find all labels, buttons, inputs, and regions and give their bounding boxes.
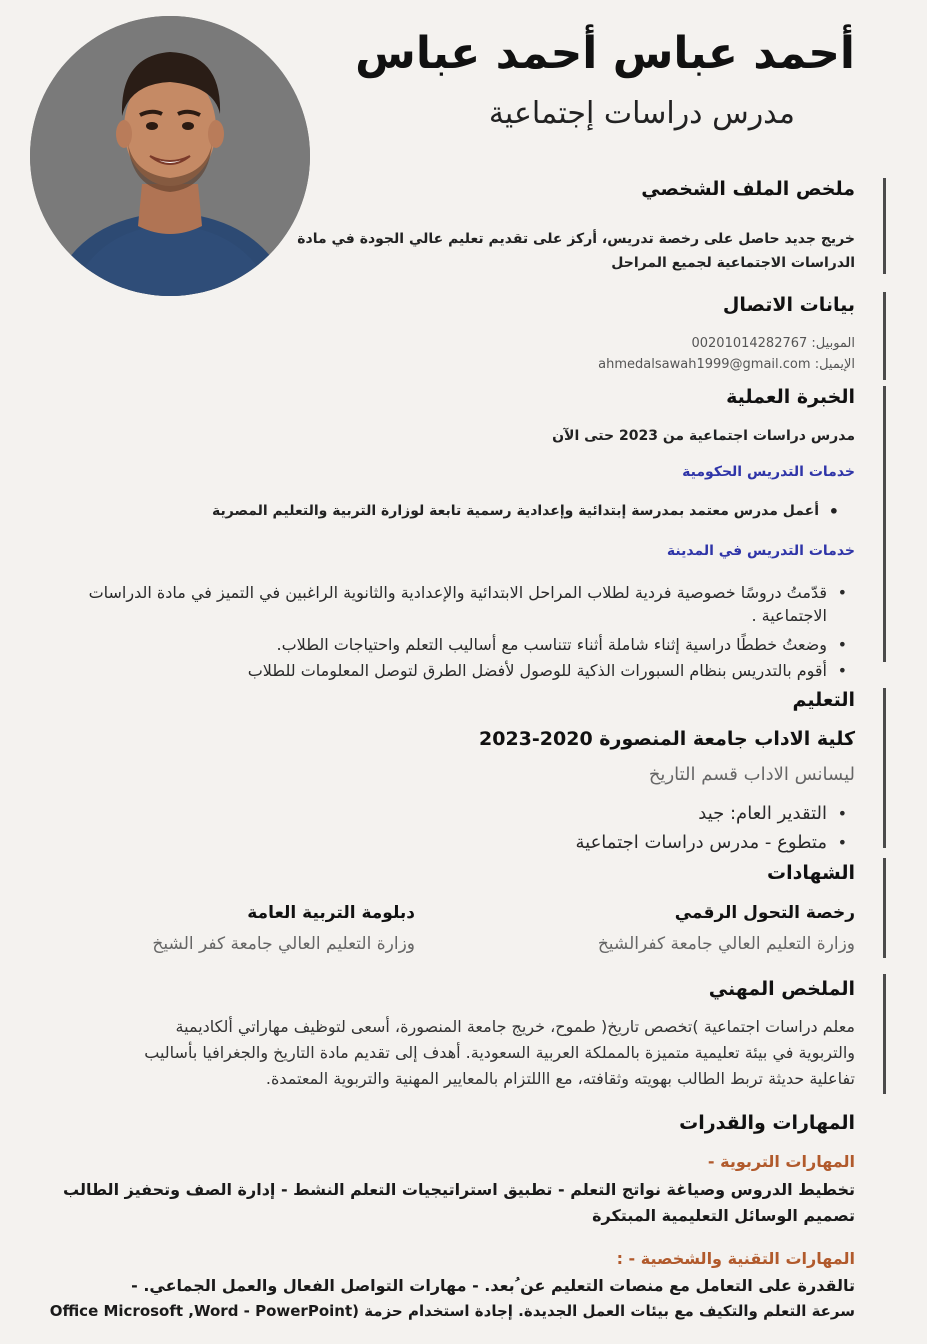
section-rule — [883, 292, 886, 380]
certificate-org: وزارة التعليم العالي جامعة كفر الشيخ — [152, 934, 415, 954]
section-rule — [883, 688, 886, 848]
avatar — [30, 16, 310, 296]
email-row — [598, 357, 855, 372]
list-item-continuation: الاجتماعية . — [751, 606, 827, 625]
mobile-row — [691, 336, 855, 351]
profile-text-line: خريج جديد حاصل على رخصة تدريس، أركز على تقديم تعليم عالي الجودة في مادة — [297, 231, 855, 247]
email-label: الإيميل: — [814, 357, 855, 372]
skills-line: تالقدرة على التعامل مع منصات التعليم عن ُبعد. - مهارات التواصل الفعال والعمل الجماعي. - — [131, 1276, 855, 1295]
summary-heading: الملخص المهني — [708, 978, 855, 1000]
city-services-heading: خدمات التدريس في المدينة — [666, 543, 855, 559]
list-item: • قدّمتُ دروسًا خصوصية فردية لطلاب المراحل الابتدائية والإعدادية والثانوية الراغبين في التميز في مادة الدراسات — [89, 579, 827, 606]
summary-line: تفاعلية حديثة تربط الطالب بهويته وثقافته، مع االلتزام بالمعايير المهنية والتربوية المعتمدة. — [265, 1069, 855, 1088]
mobile-value[interactable]: 00201014282767 — [691, 336, 808, 351]
email-value[interactable]: ahmedalsawah1999@gmail.com — [598, 357, 811, 372]
skills-heading: المهارات والقدرات — [679, 1112, 855, 1134]
contact-heading: بيانات الاتصال — [722, 294, 855, 316]
college-name: كلية الاداب جامعة المنصورة 2020-2023 — [479, 728, 855, 750]
list-item: • أعمل مدرس معتمد بمدرسة إبتدائية وإعدادية رسمية تابعة لوزارة التربية والتعليم المصرية — [212, 498, 819, 525]
list-item: • التقدير العام: جيد — [698, 800, 827, 827]
certificate-org: وزارة التعليم العالي جامعة كفرالشيخ — [597, 934, 855, 954]
edu-skills-heading: المهارات التربوية - — [707, 1152, 855, 1171]
profile-text-line: الدراسات الاجتماعية لجميع المراحل — [611, 255, 855, 271]
profile-heading: ملخص الملف الشخصي — [641, 178, 855, 200]
section-rule — [883, 178, 886, 274]
list-item: • وضعتُ خططًا دراسية إثناء شاملة أثناء تتناسب مع أساليب التعلم واحتياجات الطلاب. — [277, 631, 828, 658]
list-item: • أقوم بالتدريس بنظام السبورات الذكية للوصول لأفضل الطرق لتوصل المعلومات للطلاب — [248, 657, 827, 684]
job-title: مدرس دراسات إجتماعية — [488, 96, 795, 131]
section-rule — [883, 386, 886, 662]
education-heading: التعليم — [792, 689, 855, 711]
skills-line: تخطيط الدروس وصياغة نواتج التعلم - تطبيق استراتيجيات التعلم النشط - إدارة الصف وتحفيز الطالب — [63, 1180, 855, 1199]
list-item: • متطوع - مدرس دراسات اجتماعية — [575, 829, 827, 856]
profile-photo — [30, 16, 310, 296]
experience-heading: الخبرة العملية — [726, 386, 855, 408]
applicant-name: أحمد عباس أحمد عباس — [355, 28, 855, 79]
certificate-title: دبلومة التربية العامة — [247, 903, 415, 923]
summary-line: والتربوية في بيئة تعليمية متميزة بالمملكة العربية السعودية. أهدف إلى تقديم مادة التاريخ والجغرافيا بأساليب — [144, 1043, 855, 1062]
section-rule — [883, 974, 886, 1094]
section-rule — [883, 858, 886, 958]
mobile-label: الموبيل: — [811, 336, 855, 351]
summary-line: معلم دراسات اجتماعية )تخصص تاريخ( طموح، خريج جامعة المنصورة، أسعى لتوظيف مهاراتي ألكاديمية — [175, 1017, 855, 1036]
skills-line: تصميم الوسائل التعليمية المبتكرة — [592, 1206, 855, 1225]
tech-skills-heading: المهارات التقنية والشخصية - : — [616, 1249, 855, 1268]
certificates-heading: الشهادات — [766, 862, 855, 884]
degree: ليسانس الاداب قسم التاريخ — [648, 764, 855, 785]
gov-services-heading: خدمات التدريس الحكومية — [682, 464, 855, 480]
skills-line: سرعة التعلم والتكيف مع بيئات العمل الجديدة. إجادة استخدام حزمة (Office Microsoft ,Word - PowerPoint — [49, 1302, 855, 1320]
experience-role: مدرس دراسات اجتماعية من 2023 حتى الآن — [552, 428, 855, 444]
certificate-title: رخصة التحول الرقمي — [674, 903, 855, 923]
